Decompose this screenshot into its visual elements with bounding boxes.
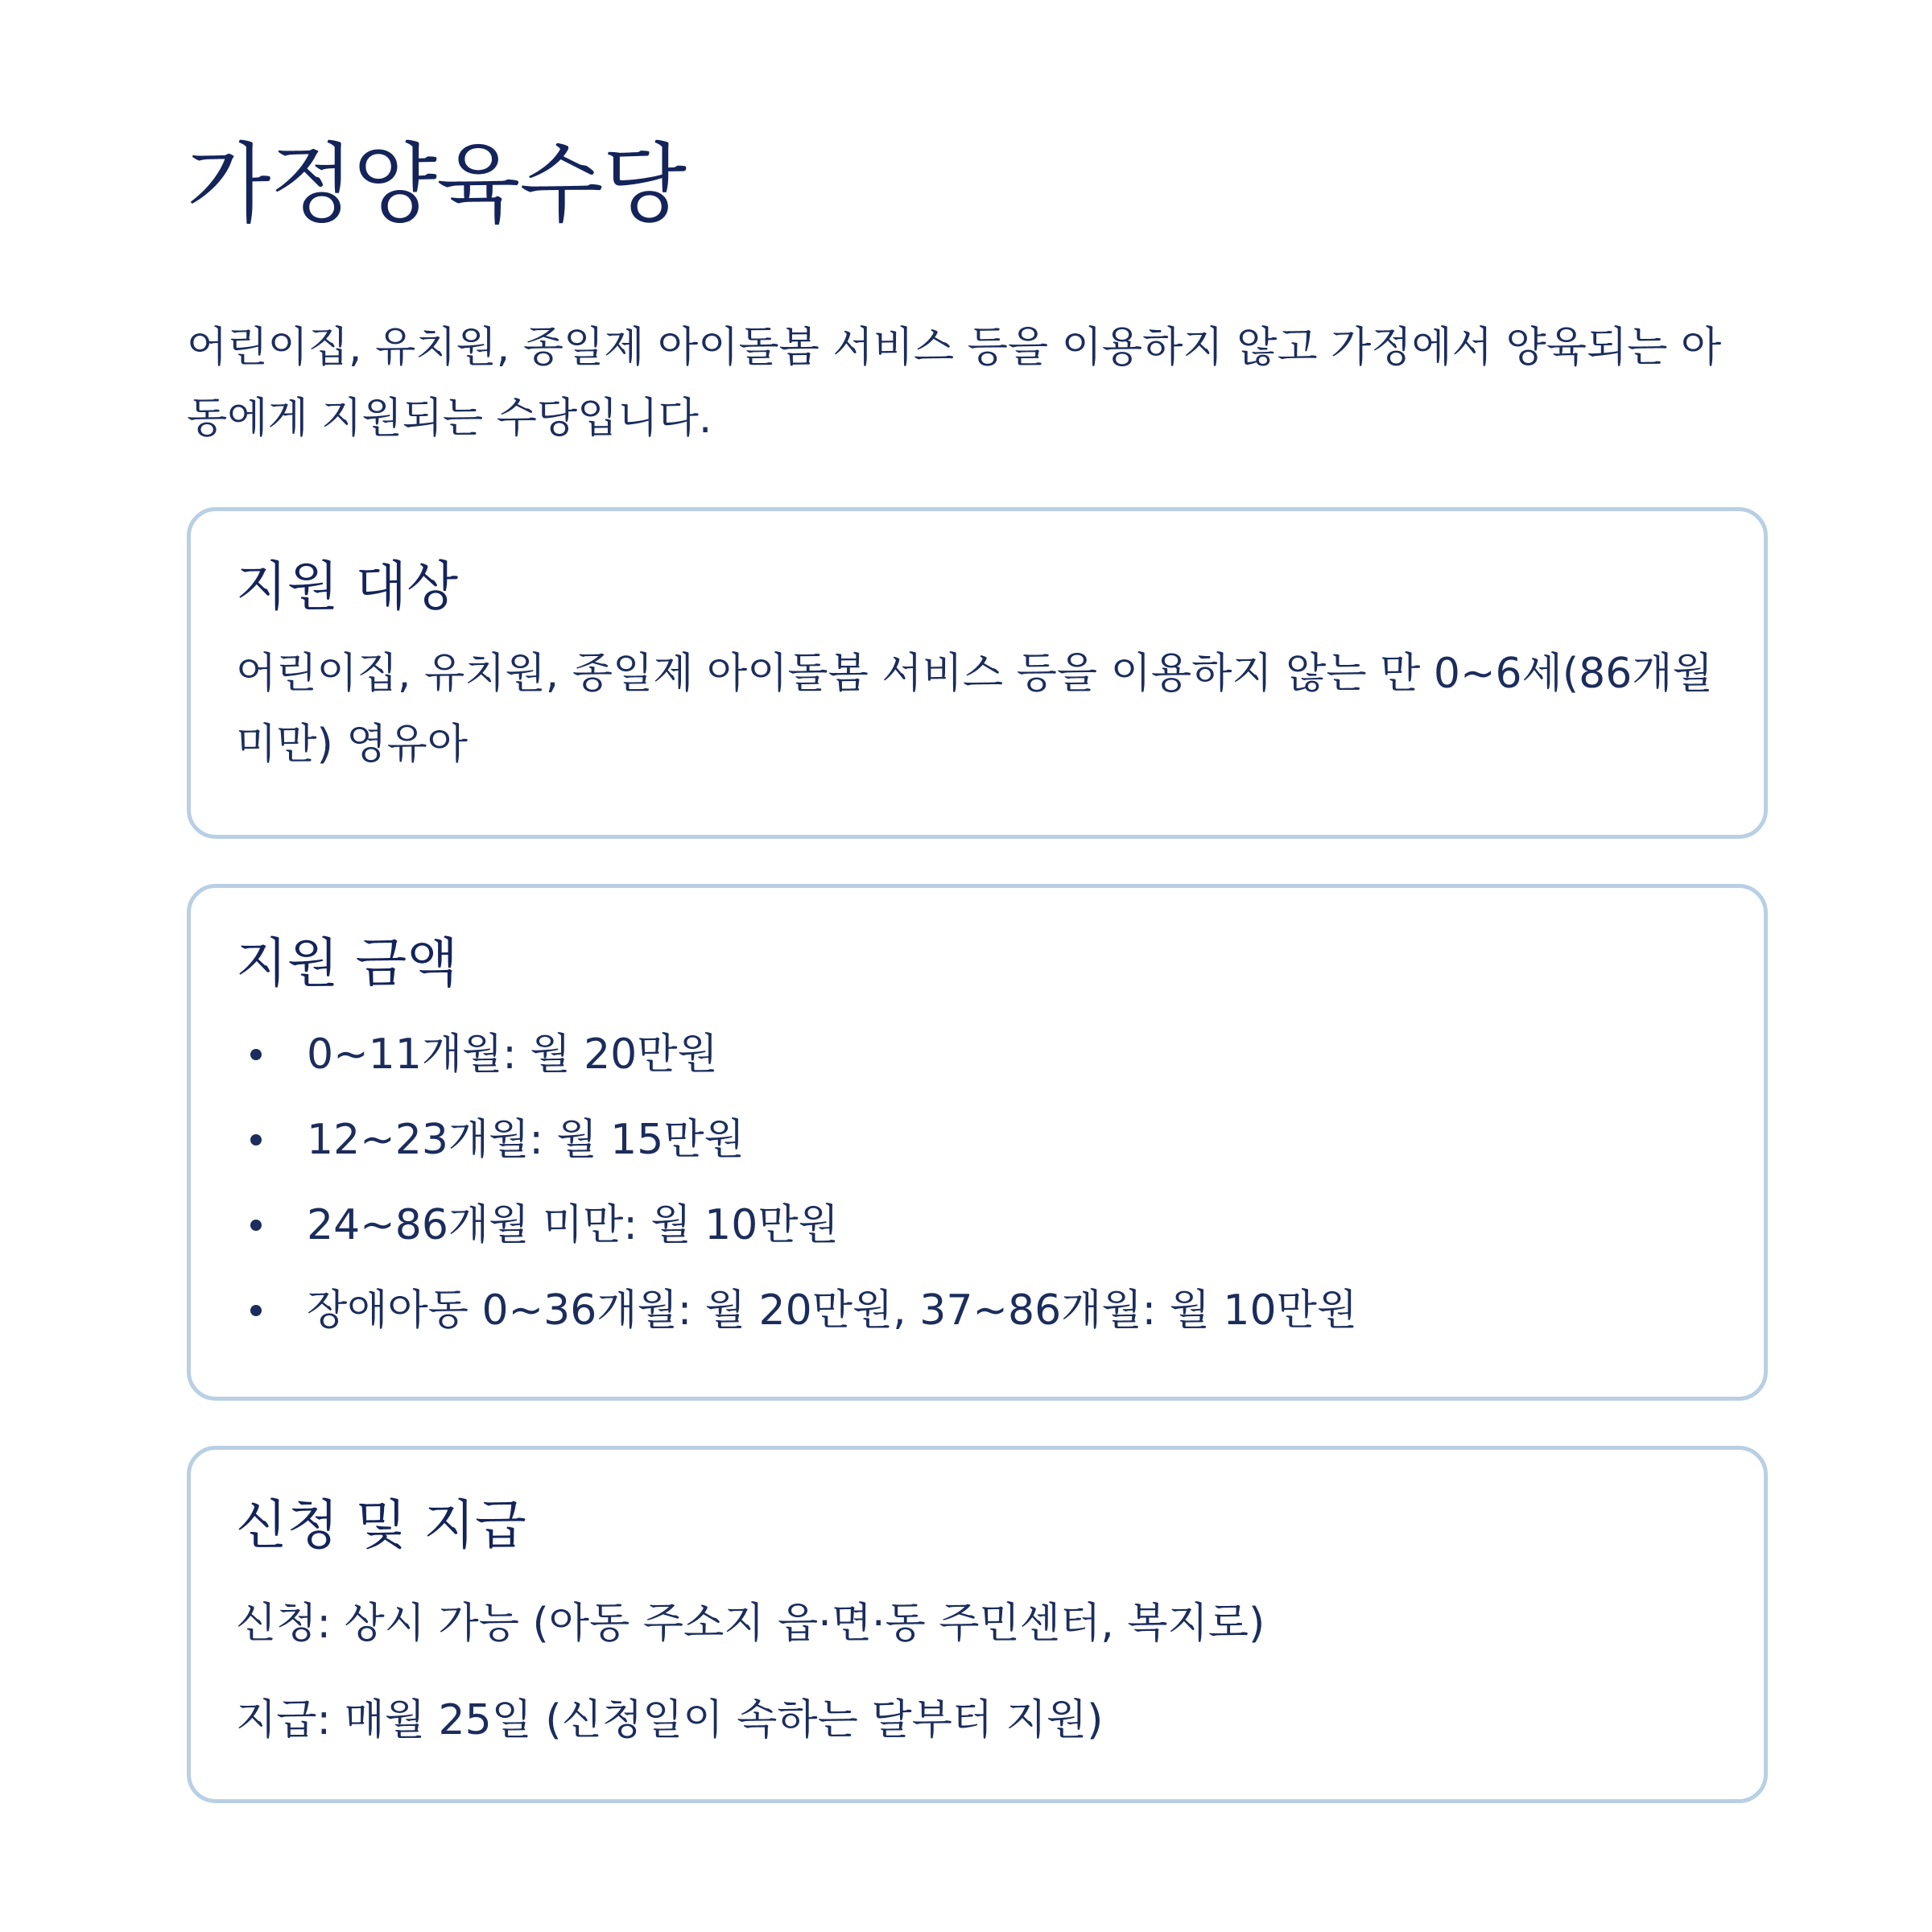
eligibility-text: 어린이집, 유치원, 종일제 아이돌봄 서비스 등을 이용하지 않는 만 0~6세(86개월 미만) 영유아: [236, 650, 1713, 769]
page-title: 가정양육수당: [187, 134, 686, 235]
bullet-icon: [250, 1134, 262, 1146]
payment-date-text: 지급: 매월 25일 (신청일이 속하는 달부터 지원): [236, 1696, 1104, 1744]
eligibility-heading: 지원 대상: [236, 555, 459, 617]
application-method-text: 신청: 상시 가능 (아동 주소지 읍·면·동 주민센터, 복지로): [236, 1600, 1265, 1648]
bullet-icon: [250, 1305, 262, 1316]
application-heading: 신청 및 지급: [236, 1494, 526, 1556]
list-item: [236, 1268, 1719, 1353]
list-item: [236, 1012, 1719, 1097]
intro-paragraph: 어린이집, 유치원, 종일제 아이돌봄 서비스 등을 이용하지 않고 가정에서 양육되는 아동에게 지원되는 수당입니다.: [187, 324, 1722, 443]
amount-card: [187, 884, 1768, 1401]
eligibility-card: [187, 507, 1768, 839]
list-item: [236, 1183, 1719, 1268]
amount-item-text: 0~11개월: 월 20만원: [307, 1030, 718, 1079]
amount-item-text: 24~86개월 미만: 월 10만원: [307, 1201, 839, 1249]
amount-item-text: 장애아동 0~36개월: 월 20만원, 37~86개월: 월 10만원: [307, 1286, 1358, 1335]
bullet-icon: [250, 1220, 262, 1231]
amount-item-text: 12~23개월: 월 15만원: [307, 1116, 745, 1164]
application-card: [187, 1446, 1768, 1803]
list-item: [236, 1097, 1719, 1183]
amount-heading: 지원 금액: [236, 932, 459, 994]
bullet-icon: [250, 1049, 262, 1060]
amount-list: [236, 1012, 1719, 1353]
